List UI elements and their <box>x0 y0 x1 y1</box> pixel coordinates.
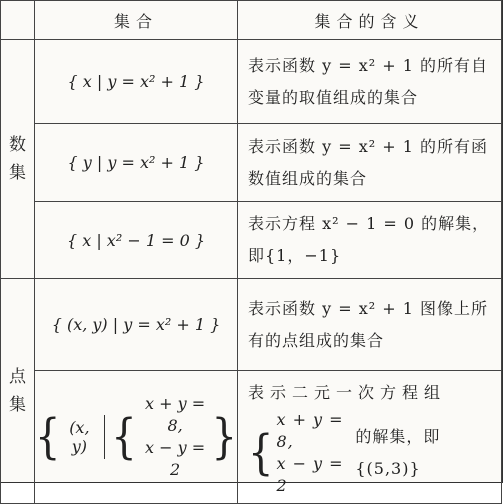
set-meaning: 表示函数 y = x² + 1 的所有函数值组成的集合 <box>238 124 502 202</box>
set-expression: { x | x² − 1 = 0 } <box>35 202 238 279</box>
equation-line: x + y = 8, <box>145 394 206 435</box>
table-row <box>1 371 502 504</box>
equation-line: x − y = 2 <box>145 438 206 479</box>
group-point-set <box>1 279 35 504</box>
system-brace: { <box>111 409 137 465</box>
meaning-prefix: 表示二元一次方程组 <box>248 383 447 402</box>
header-blank <box>1 1 35 40</box>
set-expression: { y | y = x² + 1 } <box>35 124 238 202</box>
header-set: 集合 <box>35 1 238 40</box>
table-row <box>1 202 502 279</box>
set-expression: { x | y = x² + 1 } <box>35 40 238 124</box>
divider-bar <box>104 415 105 459</box>
group-label: 数集 <box>9 134 26 183</box>
table-row <box>1 279 502 371</box>
table-row <box>1 124 502 202</box>
group-label: 点集 <box>9 366 26 415</box>
header-row <box>1 1 502 40</box>
equation-line: x − y = 2 <box>276 454 344 495</box>
meaning-suffix: 的解集，即{(5,3)} <box>355 427 441 478</box>
close-brace: } <box>211 409 237 465</box>
set-meaning-system <box>238 371 502 504</box>
group-number-set <box>1 40 35 279</box>
set-element: (x, y) <box>69 418 90 456</box>
set-expression: { (x, y) | y = x² + 1 } <box>35 279 238 371</box>
set-meaning: 表示函数 y = x² + 1 图像上所有的点组成的集合 <box>238 279 502 371</box>
set-meaning: 表示函数 y = x² + 1 的所有自变量的取值组成的集合 <box>238 40 502 124</box>
set-expression-system <box>35 371 238 504</box>
header-meaning: 集合的含义 <box>238 1 502 40</box>
open-brace: { <box>35 409 61 465</box>
system-brace: { <box>248 425 275 481</box>
set-meaning: 表示方程 x² − 1 = 0 的解集，即{1，−1} <box>238 202 502 279</box>
table-row <box>1 40 502 124</box>
equation-line: x + y = 8, <box>276 410 344 451</box>
